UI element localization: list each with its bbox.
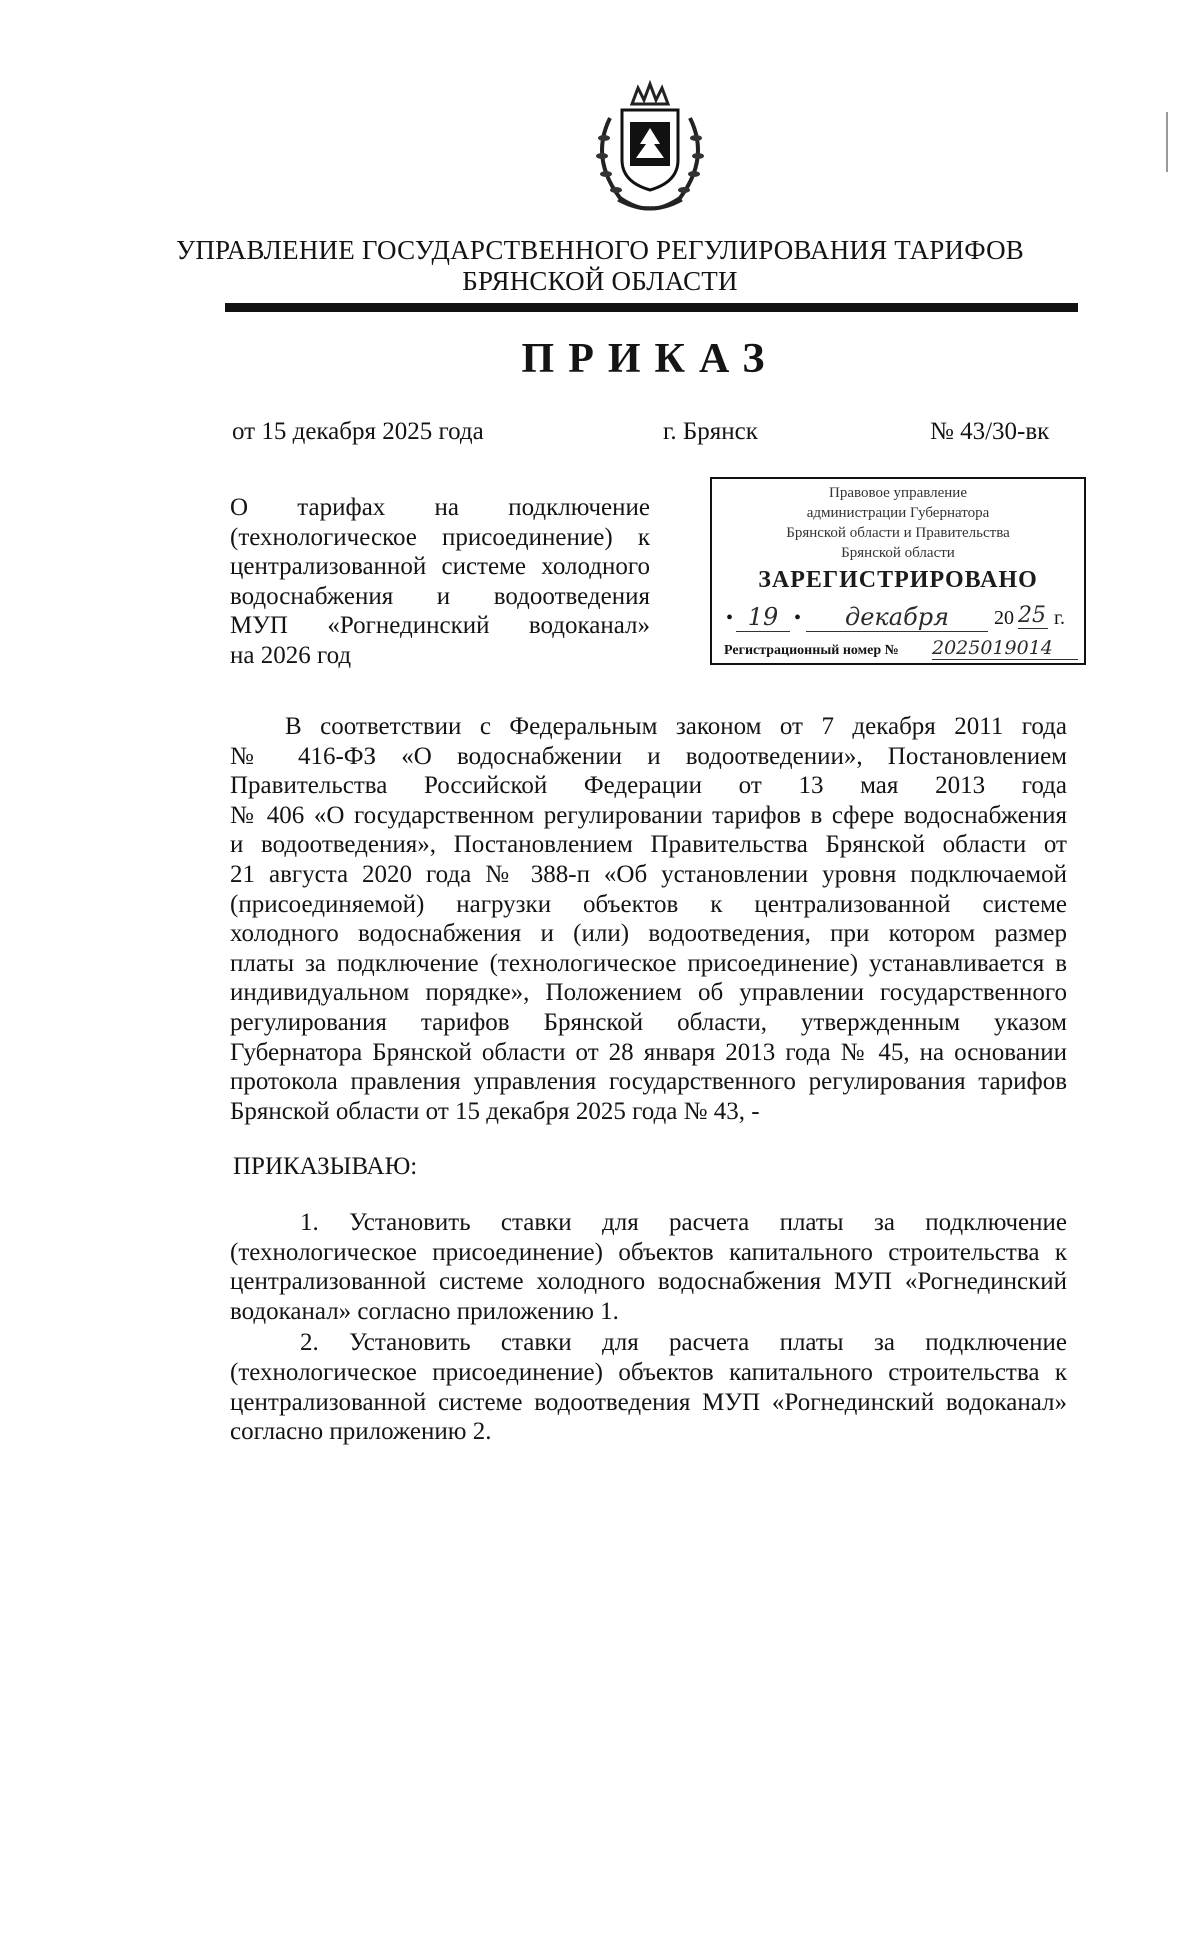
stamp-month: декабря bbox=[806, 603, 988, 632]
stamp-org-line-2: администрации Губернатора bbox=[806, 505, 990, 521]
subject-line: (технологическое присоединение) к bbox=[230, 523, 650, 551]
preamble-line: № 406 «О государственном регулировании тарифов в сфере водоснабжения bbox=[230, 801, 1067, 829]
header-divider bbox=[225, 303, 1078, 312]
subject-line: на 2026 год bbox=[230, 641, 352, 669]
stamp-reg-label: Регистрационный номер № bbox=[724, 643, 899, 658]
preamble-line: холодного водоснабжения и (или) водоотведения, при котором размер bbox=[230, 920, 1067, 948]
subject-line: водоснабжения и водоотведения bbox=[230, 582, 650, 610]
subject-line: МУП «Рогнединский водоканал» bbox=[230, 612, 650, 639]
order-number: № 43/30-вк bbox=[930, 418, 1050, 445]
agency-name-line-2: БРЯНСКОЙ ОБЛАСТИ bbox=[462, 266, 738, 296]
order-subject bbox=[230, 493, 650, 670]
order-directive: ПРИКАЗЫВАЮ: bbox=[233, 1153, 418, 1180]
preamble-line: (присоединяемой) нагрузки объектов к централизованной системе bbox=[230, 890, 1067, 918]
stamp-org-line-4: Брянской области bbox=[841, 545, 955, 561]
coat-of-arms-emblem bbox=[580, 78, 720, 218]
order-item-line: 2. Установить ставки для расчета платы за подключение bbox=[300, 1329, 1067, 1357]
order-item-line: водоканал» согласно приложению 1. bbox=[230, 1297, 619, 1325]
preamble-line: платы за подключение (технологическое присоединение) устанавливается в bbox=[230, 949, 1067, 977]
scan-margin-mark bbox=[1166, 112, 1168, 172]
stamp-day: 19 bbox=[736, 603, 790, 632]
stamp-reg-row bbox=[722, 639, 1078, 663]
registration-stamp bbox=[710, 477, 1086, 665]
preamble-paragraph bbox=[230, 712, 1067, 1126]
order-item-line: 1. Установить ставки для расчета платы за подключение bbox=[300, 1209, 1067, 1236]
preamble-line: № 416-ФЗ «О водоснабжении и водоотведении», Постановлением bbox=[230, 742, 1067, 770]
order-item-1 bbox=[230, 1208, 1067, 1326]
stamp-status: ЗАРЕГИСТРИРОВАНО bbox=[758, 567, 1038, 593]
order-item-line: (технологическое присоединение) объектов капитального строительства к bbox=[230, 1238, 1067, 1266]
document-title: ПРИКАЗ bbox=[521, 336, 779, 382]
agency-name-line-1: УПРАВЛЕНИЕ ГОСУДАРСТВЕННОГО РЕГУЛИРОВАНИЯ ТАРИФОВ bbox=[176, 235, 1024, 265]
preamble-line: и водоотведения», Постановлением Правительства Брянской области от bbox=[230, 831, 1067, 859]
stamp-reg-number: 2025019014 bbox=[932, 637, 1078, 660]
order-item-line: централизованной системе холодного водоснабжения МУП «Рогнединский bbox=[230, 1268, 1067, 1296]
stamp-year-unit: г. bbox=[1054, 607, 1065, 629]
stamp-year-prefix: 20 bbox=[994, 607, 1014, 629]
preamble-line: В соответствии с Федеральным законом от 7 декабря 2011 года bbox=[285, 713, 1067, 740]
order-date: от 15 декабря 2025 года bbox=[232, 418, 484, 445]
order-item-line: согласно приложению 2. bbox=[230, 1418, 492, 1446]
preamble-line: 21 августа 2020 года № 388-п «Об установлении уровня подключаемой bbox=[230, 860, 1067, 888]
stamp-date-row: • 19 • декабря 20 25 г. bbox=[726, 603, 1065, 631]
order-item-2 bbox=[230, 1328, 1067, 1446]
subject-line: централизованной системе холодного bbox=[230, 553, 650, 580]
order-item-line: (технологическое присоединение) объектов капитального строительства к bbox=[230, 1358, 1067, 1386]
preamble-line: Правительства Российской Федерации от 13 мая 2013 года bbox=[230, 772, 1067, 800]
order-item-line: централизованной системе водоотведения МУП «Рогнединский водоканал» bbox=[230, 1388, 1067, 1416]
subject-line: О тарифах на подключение bbox=[230, 494, 650, 521]
order-city: г. Брянск bbox=[663, 418, 758, 445]
preamble-line: Губернатора Брянской области от 28 января 2013 года № 45, на основании bbox=[230, 1038, 1067, 1066]
preamble-line: Брянской области от 15 декабря 2025 года № 43, - bbox=[230, 1097, 760, 1125]
order-items bbox=[230, 1208, 1067, 1447]
preamble-line: регулирования тарифов Брянской области, утвержденным указом bbox=[230, 1008, 1067, 1036]
preamble-line: индивидуальном порядке», Положением об управлении государственного bbox=[230, 979, 1067, 1007]
stamp-year-suffix: 25 bbox=[1018, 603, 1046, 628]
preamble-line: протокола правления управления государственного регулирования тарифов bbox=[230, 1068, 1067, 1096]
stamp-org-line-3: Брянской области и Правительства bbox=[786, 525, 1010, 541]
stamp-org-line-1: Правовое управление bbox=[829, 485, 967, 501]
